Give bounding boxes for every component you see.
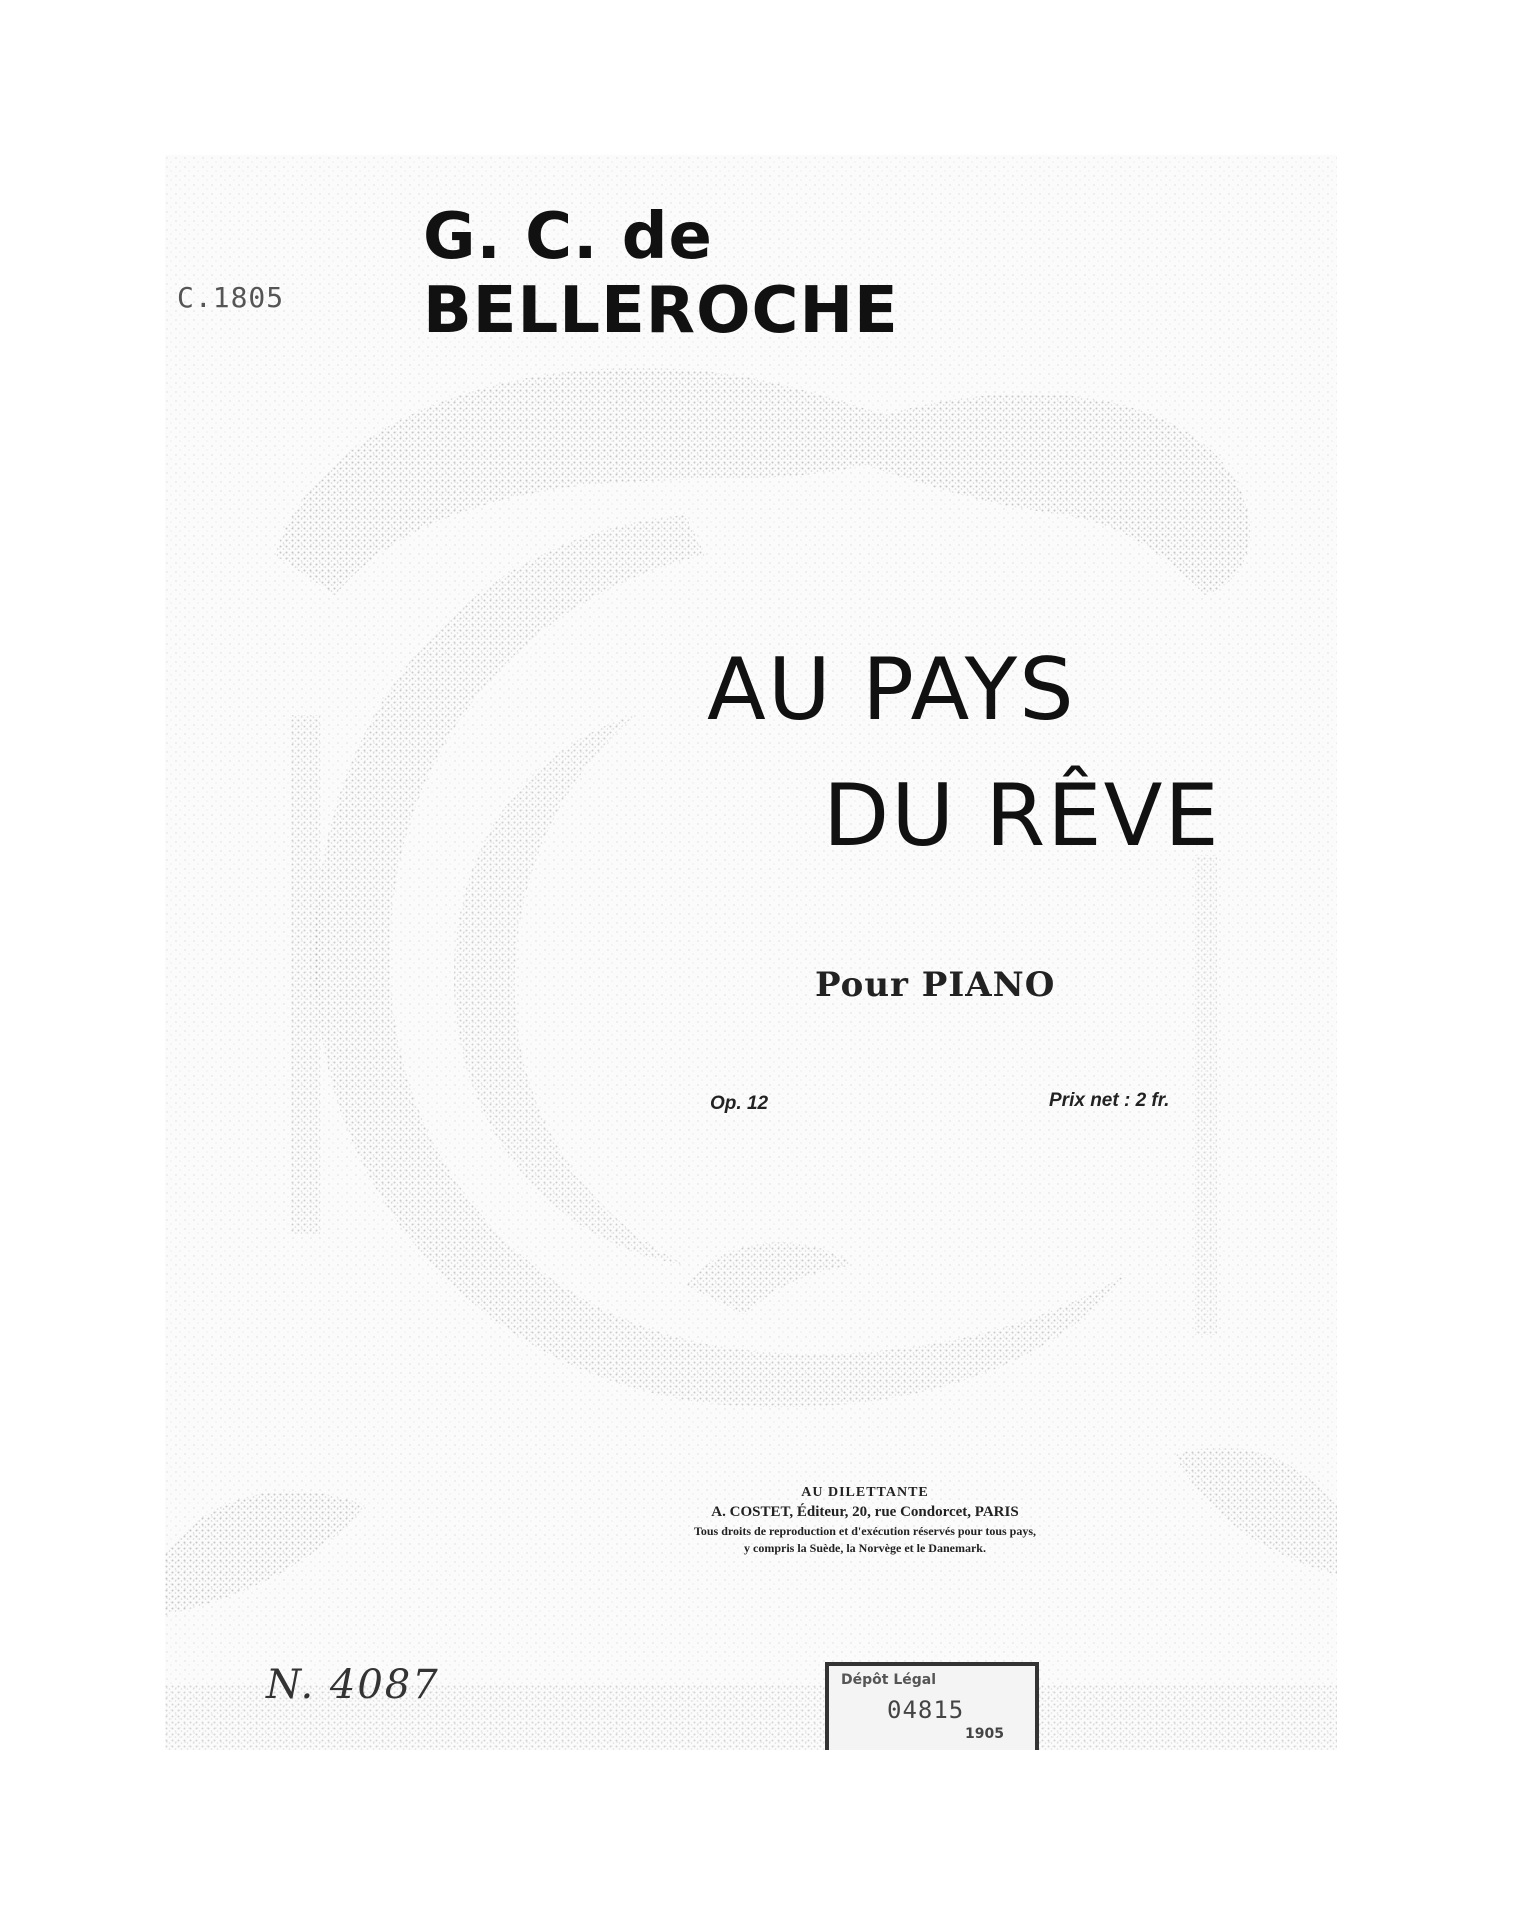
legal-deposit-stamp [825,1662,1039,1750]
instrument-label: Pour PIANO [815,965,1056,1005]
rights-notice-line-1: Tous droits de reproduction et d'exécution réservés pour tous pays, [693,1524,1037,1538]
stamp-heading: Dépôt Légal [841,1672,937,1688]
composer-name: G. C. de BELLEROCHE [423,200,899,348]
stamp-year: 1905 [965,1726,1004,1742]
publisher-block [515,1485,1215,1556]
title-line-2: DU RÊVE [823,766,1221,866]
shelfmark-label: C.1805 [177,281,285,314]
title-line-1: AU PAYS [707,640,1076,740]
opus-number: Op. 12 [710,1093,769,1114]
cover-sheet [165,155,1337,1750]
publisher-address: A. COSTET, Éditeur, 20, rue Condorcet, PARIS [711,1504,1019,1520]
publisher-house: AU DILETTANTE [801,1485,929,1500]
handwritten-number: N. 4087 [266,1662,440,1708]
rights-notice-line-2: y compris la Suède, la Norvège et le Danemark. [744,1541,986,1555]
price-label: Prix net : 2 fr. [1049,1090,1170,1111]
stamp-number: 04815 [887,1696,965,1724]
